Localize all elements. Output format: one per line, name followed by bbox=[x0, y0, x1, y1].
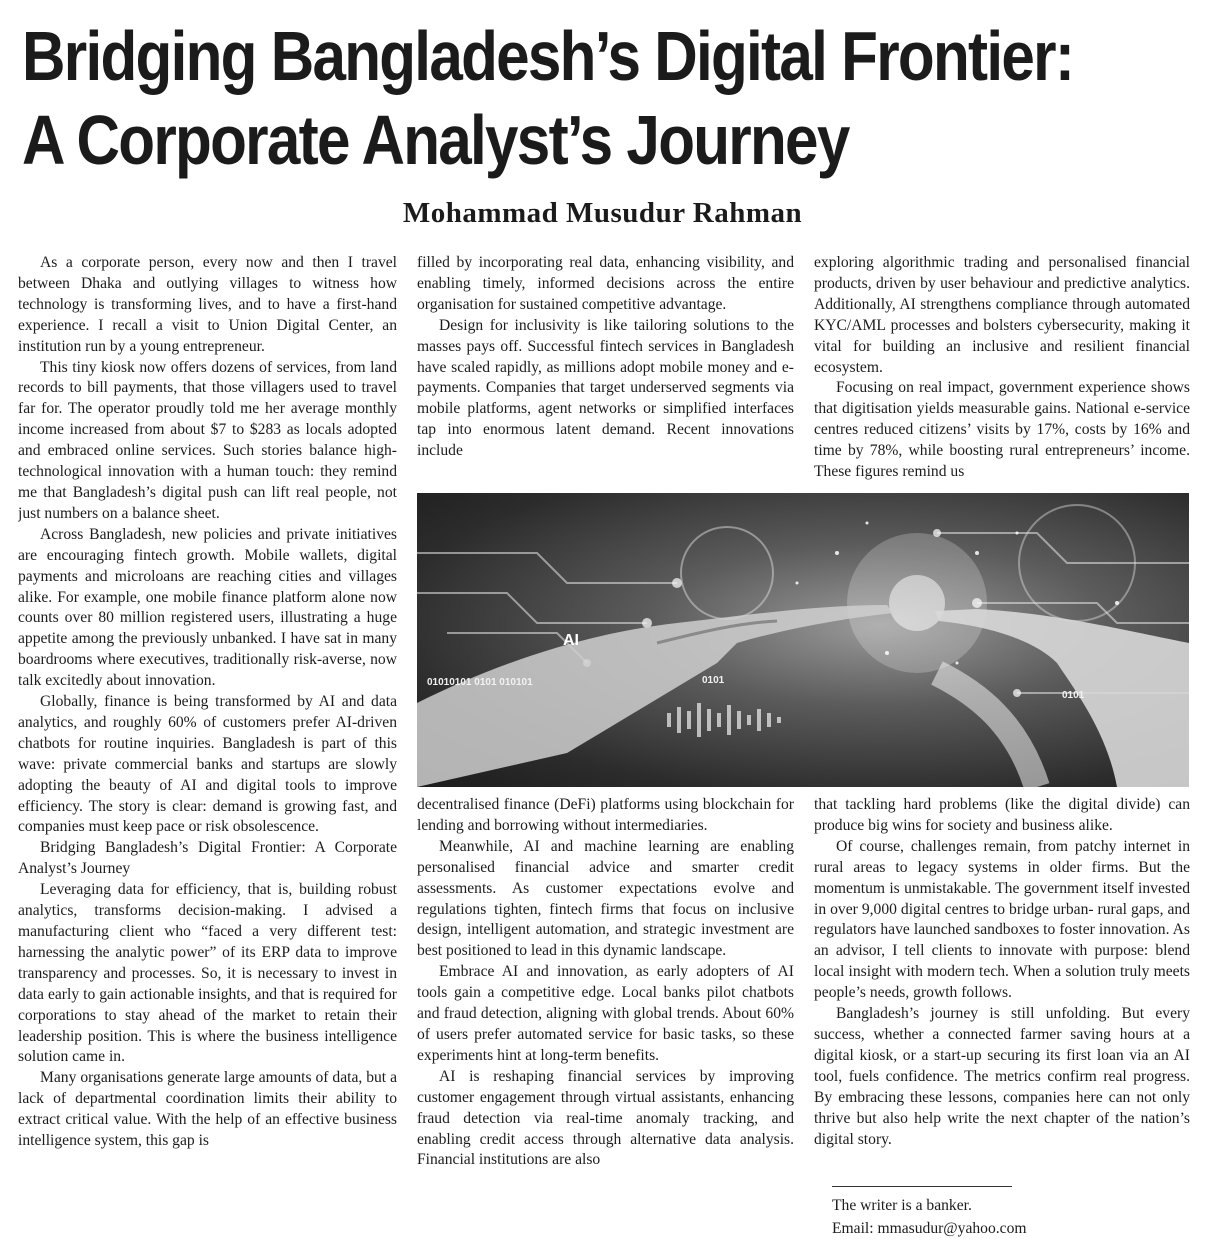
headline-line-2: A Corporate Analyst’s Journey bbox=[22, 101, 849, 179]
paragraph: As a corporate person, every now and then I travel between Dhaka and outlying villages to witness how technology is transforming lives, and to have a first-hand experience. I recall a visit to Union Digital Center, an institution run by a young entrepreneur. bbox=[18, 254, 397, 355]
paragraph: Embrace AI and innovation, as early adopters of AI tools gain a competitive edge. Local banks pilot chatbots and fraud detection, aligning with global trends. About 60% of users prefer automated service for basic tasks, so these experiments hint at long-term benefits. bbox=[417, 963, 794, 1064]
column-2-bottom bbox=[417, 795, 794, 1235]
paragraph: This tiny kiosk now offers dozens of services, from land records to bill payments, that those villagers used to travel far for. The operator proudly told me her average monthly income increased from about $7 to $283 as locals adopted and embraced online services. Such stories balance high-technological innovation with a human touch: they remind me that Bangladesh’s digital push can lift real people, not just numbers on a balance sheet. bbox=[18, 358, 397, 522]
ai-label: AI bbox=[563, 632, 579, 649]
illustration-graphic bbox=[417, 493, 1189, 787]
paragraph: Focusing on real impact, government experience shows that digitisation yields measurable gains. National e-service centres reduced citizens’ visits by 17%, costs by 16% and time by 78%, while boosting rural entrepreneurs’ income. These figures remind us bbox=[814, 379, 1190, 481]
center-glow-core bbox=[889, 575, 945, 631]
paragraph: exploring algorithmic trading and personalised financial products, driven by user behaviour and predictive analytics. Additionally, AI strengthens compliance through automated KYC/AML processes and bolsters cybersecurity, making it vital for building an inclusive and resilient financial ecosystem. bbox=[814, 254, 1190, 376]
paragraph: Globally, finance is being transformed by AI and data analytics, and roughly 60% of customers prefer AI-driven chatbots for routine inquiries. Bangladesh is part of this wave: private commercial banks and startups are slowly adopting the beauty of AI and digital tools to improve efficiency. The story is clear: demand is growing fast, and companies must keep pace or risk obsolescence. bbox=[18, 693, 397, 836]
paragraph: Bangladesh’s journey is still unfolding. But every success, whether a connected farmer saving hours at a digital kiosk, or a start-up securing its first loan via an AI tool, fuels confidence. The metrics confirm real progress. By embracing these lessons, companies here can not only thrive but also help write the next chapter of the nation’s digital story. bbox=[814, 1005, 1190, 1148]
binary-mid: 0101 bbox=[702, 675, 725, 686]
byline: Mohammad Musudur Rahman bbox=[402, 197, 803, 229]
paragraph: Leveraging data for efficiency, that is, building robust analytics, transforms decision-making. I advised a manufacturing client who “faced a very different test: harnessing the analytic power” of its ERP data to improve transparency and processes. So, it is necessary to invest in data early to gain actionable insights, and that is required for corporations to stay ahead of the market to retain their leadership position. This is where the business intelligence solution came in. bbox=[18, 881, 397, 1066]
waveform bbox=[667, 703, 781, 737]
paragraph: Meanwhile, AI and machine learning are enabling personalised financial advice and smarter credit assessments. As customer expectations evolve and regulations tighten, fintech firms that focus on inclusive design, intelligent automation, and strategic investment are best positioned to lead in this dynamic landscape. bbox=[417, 837, 794, 960]
human-knuckle bbox=[937, 673, 1037, 787]
author-note bbox=[832, 1186, 1132, 1240]
paragraph: Of course, challenges remain, from patchy internet in rural areas to legacy systems in older firms. But the momentum is unmistakable. The government itself invested in over 9,000 digital centres to bridge urban- rural gaps, and regulators have launched sandboxes to foster innovation. As an advisor, I tell clients to innovate with purpose: blend local insight with modern tech. When a solution truly meets people’s needs, growth follows. bbox=[814, 837, 1190, 1002]
paragraph: Design for inclusivity is like tailoring solutions to the masses pays off. Successful fintech services in Bangladesh have scaled rapidly, as millions adopt mobile money and e-payments. Companies that target underserved segments via mobile platforms, agent networks or simplified interfaces tap into enormous latent demand. Recent innovations include bbox=[417, 316, 794, 460]
paragraph: filled by incorporating real data, enhancing visibility, and enabling timely, informed decisions across the entire organisation for sustained competitive advantage. bbox=[417, 254, 794, 313]
paragraph: Across Bangladesh, new policies and private initiatives are encouraging fintech growth. Mobile wallets, digital payments and microloans are reaching cities and villages alike. For example, one mobile finance platform alone now counts over 80 million registered users, illustrating a huge appetite among the previously unbanked. I have sat in many boardrooms where executives, traditionally risk-averse, now talk excitedly about innovation. bbox=[18, 525, 397, 690]
paragraph: decentralised finance (DeFi) platforms using blockchain for lending and borrowing without intermediaries. bbox=[417, 796, 794, 834]
ai-hands-illustration bbox=[417, 493, 1189, 787]
ring-left bbox=[681, 527, 773, 619]
paragraph: AI is reshaping financial services by improving customer engagement through virtual assistants, enhancing fraud detection via real-time anomaly tracking, and enabling credit access through alternative data analysis. Financial institutions are also bbox=[417, 1067, 794, 1169]
paragraph: Bridging Bangladesh’s Digital Frontier: A Corporate Analyst’s Journey bbox=[18, 839, 397, 878]
paragraph: Many organisations generate large amounts of data, but a lack of departmental coordination limits their ability to extract critical value. With the help of an effective business intelligence system, this gap is bbox=[18, 1069, 397, 1150]
binary-right: 0101 bbox=[1062, 690, 1085, 701]
headline bbox=[22, 14, 1074, 182]
paragraph: that tackling hard problems (like the digital divide) can produce big wins for society and business alike. bbox=[814, 796, 1190, 834]
column-1 bbox=[18, 253, 397, 1233]
author-email: Email: mmasudur@yahoo.com bbox=[832, 1219, 1027, 1237]
column-2-top bbox=[417, 253, 794, 483]
column-3-bottom bbox=[814, 795, 1190, 1175]
column-3-top bbox=[814, 253, 1190, 483]
binary-left: 01010101 0101 010101 bbox=[427, 677, 533, 688]
headline-line-1: Bridging Bangladesh’s Digital Frontier: bbox=[22, 17, 1074, 95]
author-bio: The writer is a banker. bbox=[832, 1197, 972, 1214]
